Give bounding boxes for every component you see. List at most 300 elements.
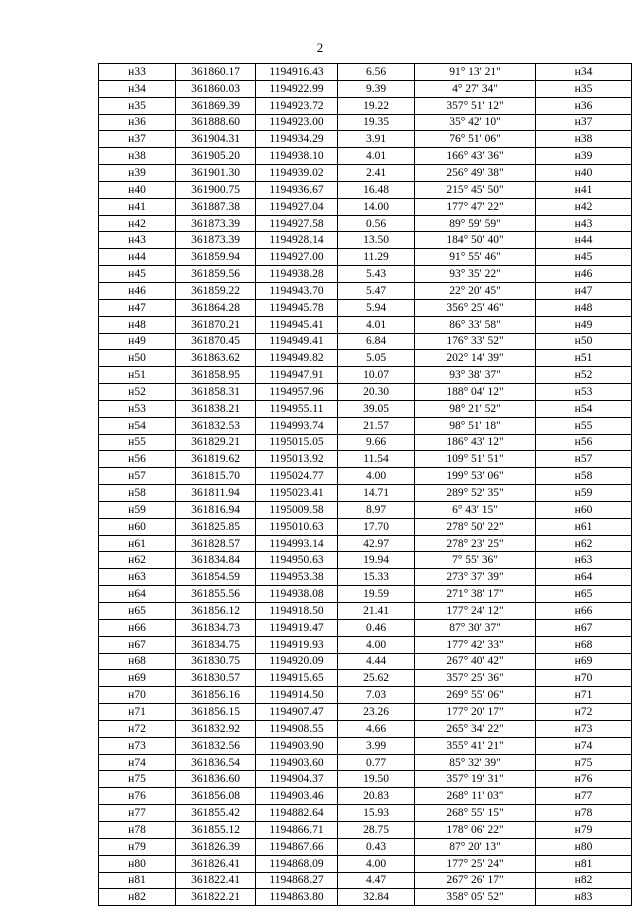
x-coordinate-cell: 361860.17 [176,64,256,81]
y-coordinate-cell: 1194863.80 [256,889,338,906]
x-coordinate-cell: 361905.20 [176,148,256,165]
y-coordinate-cell: 1194927.04 [256,198,338,215]
point-to-cell: н56 [536,434,632,451]
point-from-cell: н73 [99,737,176,754]
x-coordinate-cell: 361829.21 [176,434,256,451]
table-row [99,720,632,737]
distance-cell: 5.94 [338,299,415,316]
x-coordinate-cell: 361830.57 [176,670,256,687]
point-to-cell: н57 [536,451,632,468]
distance-cell: 42.97 [338,535,415,552]
x-coordinate-cell: 361900.75 [176,181,256,198]
point-to-cell: н40 [536,165,632,182]
bearing-cell: 91° 13' 21" [415,64,536,81]
distance-cell: 4.44 [338,653,415,670]
y-coordinate-cell: 1194920.09 [256,653,338,670]
y-coordinate-cell: 1194922.99 [256,80,338,97]
y-coordinate-cell: 1194957.96 [256,384,338,401]
point-to-cell: н73 [536,720,632,737]
table-row [99,653,632,670]
bearing-cell: 87° 20' 13" [415,838,536,855]
distance-cell: 13.50 [338,232,415,249]
table-row [99,232,632,249]
page-number: 2 [316,40,324,55]
point-to-cell: н72 [536,704,632,721]
coordinates-table-body [99,64,632,906]
point-from-cell: н44 [99,249,176,266]
bearing-cell: 271° 38' 17" [415,586,536,603]
table-row [99,636,632,653]
table-row [99,687,632,704]
point-from-cell: н70 [99,687,176,704]
y-coordinate-cell: 1194947.91 [256,367,338,384]
bearing-cell: 278° 23' 25" [415,535,536,552]
distance-cell: 6.56 [338,64,415,81]
point-from-cell: н56 [99,451,176,468]
point-to-cell: н54 [536,400,632,417]
y-coordinate-cell: 1194919.47 [256,619,338,636]
distance-cell: 19.59 [338,586,415,603]
point-to-cell: н45 [536,249,632,266]
bearing-cell: 357° 25' 36" [415,670,536,687]
x-coordinate-cell: 361901.30 [176,165,256,182]
table-row [99,771,632,788]
y-coordinate-cell: 1194915.65 [256,670,338,687]
y-coordinate-cell: 1194866.71 [256,821,338,838]
distance-cell: 7.03 [338,687,415,704]
bearing-cell: 85° 32' 39" [415,754,536,771]
point-to-cell: н83 [536,889,632,906]
table-row [99,114,632,131]
y-coordinate-cell: 1194928.14 [256,232,338,249]
x-coordinate-cell: 361856.12 [176,603,256,620]
bearing-cell: 269° 55' 06" [415,687,536,704]
point-from-cell: н45 [99,266,176,283]
distance-cell: 3.91 [338,131,415,148]
bearing-cell: 178° 06' 22" [415,821,536,838]
point-from-cell: н40 [99,181,176,198]
table-row [99,198,632,215]
table-row [99,64,632,81]
table-row [99,80,632,97]
point-from-cell: н59 [99,501,176,518]
x-coordinate-cell: 361832.53 [176,417,256,434]
x-coordinate-cell: 361832.92 [176,720,256,737]
distance-cell: 5.43 [338,266,415,283]
x-coordinate-cell: 361855.12 [176,821,256,838]
distance-cell: 19.35 [338,114,415,131]
point-from-cell: н63 [99,569,176,586]
point-to-cell: н76 [536,771,632,788]
bearing-cell: 166° 43' 36" [415,148,536,165]
y-coordinate-cell: 1194938.28 [256,266,338,283]
x-coordinate-cell: 361834.73 [176,619,256,636]
point-from-cell: н78 [99,821,176,838]
x-coordinate-cell: 361863.62 [176,350,256,367]
point-from-cell: н36 [99,114,176,131]
y-coordinate-cell: 1194923.00 [256,114,338,131]
bearing-cell: 355° 41' 21" [415,737,536,754]
bearing-cell: 268° 11' 03" [415,788,536,805]
y-coordinate-cell: 1194903.60 [256,754,338,771]
point-from-cell: н58 [99,485,176,502]
point-to-cell: н37 [536,114,632,131]
table-row [99,249,632,266]
point-from-cell: н51 [99,367,176,384]
distance-cell: 5.05 [338,350,415,367]
y-coordinate-cell: 1194993.14 [256,535,338,552]
table-row [99,889,632,906]
y-coordinate-cell: 1194918.50 [256,603,338,620]
bearing-cell: 268° 55' 15" [415,805,536,822]
point-to-cell: н49 [536,316,632,333]
point-from-cell: н35 [99,97,176,114]
point-to-cell: н71 [536,687,632,704]
table-row [99,181,632,198]
x-coordinate-cell: 361888.60 [176,114,256,131]
point-to-cell: н38 [536,131,632,148]
bearing-cell: 35° 42' 10" [415,114,536,131]
x-coordinate-cell: 361834.84 [176,552,256,569]
y-coordinate-cell: 1194938.08 [256,586,338,603]
table-row [99,165,632,182]
point-from-cell: н57 [99,468,176,485]
point-from-cell: н61 [99,535,176,552]
bearing-cell: 186° 43' 12" [415,434,536,451]
table-row [99,518,632,535]
table-row [99,316,632,333]
table-row [99,754,632,771]
point-from-cell: н76 [99,788,176,805]
point-from-cell: н69 [99,670,176,687]
table-row [99,97,632,114]
distance-cell: 4.47 [338,872,415,889]
x-coordinate-cell: 361815.70 [176,468,256,485]
table-row [99,821,632,838]
y-coordinate-cell: 1195013.92 [256,451,338,468]
table-row [99,282,632,299]
bearing-cell: 215° 45' 50" [415,181,536,198]
distance-cell: 4.01 [338,316,415,333]
x-coordinate-cell: 361822.41 [176,872,256,889]
table-row [99,704,632,721]
y-coordinate-cell: 1194949.82 [256,350,338,367]
table-row [99,552,632,569]
bearing-cell: 86° 33' 58" [415,316,536,333]
y-coordinate-cell: 1195015.05 [256,434,338,451]
table-row [99,215,632,232]
x-coordinate-cell: 361826.41 [176,855,256,872]
bearing-cell: 6° 43' 15" [415,501,536,518]
table-row [99,838,632,855]
point-from-cell: н50 [99,350,176,367]
bearing-cell: 89° 59' 59" [415,215,536,232]
distance-cell: 28.75 [338,821,415,838]
y-coordinate-cell: 1195009.58 [256,501,338,518]
x-coordinate-cell: 361873.39 [176,215,256,232]
table-row [99,603,632,620]
bearing-cell: 7° 55' 36" [415,552,536,569]
point-to-cell: н66 [536,603,632,620]
distance-cell: 20.30 [338,384,415,401]
table-row [99,485,632,502]
x-coordinate-cell: 361859.56 [176,266,256,283]
point-to-cell: н36 [536,97,632,114]
x-coordinate-cell: 361830.75 [176,653,256,670]
point-to-cell: н41 [536,181,632,198]
distance-cell: 3.99 [338,737,415,754]
point-to-cell: н39 [536,148,632,165]
bearing-cell: 176° 33' 52" [415,333,536,350]
y-coordinate-cell: 1194904.37 [256,771,338,788]
point-to-cell: н62 [536,535,632,552]
bearing-cell: 358° 05' 52" [415,889,536,906]
distance-cell: 19.50 [338,771,415,788]
point-to-cell: н58 [536,468,632,485]
point-to-cell: н82 [536,872,632,889]
point-from-cell: н77 [99,805,176,822]
point-to-cell: н69 [536,653,632,670]
distance-cell: 9.39 [338,80,415,97]
bearing-cell: 177° 47' 22" [415,198,536,215]
point-to-cell: н65 [536,586,632,603]
x-coordinate-cell: 361870.21 [176,316,256,333]
x-coordinate-cell: 361873.39 [176,232,256,249]
point-to-cell: н64 [536,569,632,586]
table-row [99,855,632,872]
bearing-cell: 278° 50' 22" [415,518,536,535]
distance-cell: 4.00 [338,636,415,653]
table-row [99,266,632,283]
point-to-cell: н75 [536,754,632,771]
x-coordinate-cell: 361855.42 [176,805,256,822]
table-row [99,148,632,165]
table-row [99,333,632,350]
distance-cell: 6.84 [338,333,415,350]
point-to-cell: н48 [536,299,632,316]
x-coordinate-cell: 361864.28 [176,299,256,316]
point-from-cell: н37 [99,131,176,148]
table-row [99,350,632,367]
point-from-cell: н74 [99,754,176,771]
point-from-cell: н43 [99,232,176,249]
distance-cell: 0.46 [338,619,415,636]
y-coordinate-cell: 1194934.29 [256,131,338,148]
x-coordinate-cell: 361822.21 [176,889,256,906]
bearing-cell: 93° 35' 22" [415,266,536,283]
point-from-cell: н66 [99,619,176,636]
distance-cell: 15.93 [338,805,415,822]
y-coordinate-cell: 1195010.63 [256,518,338,535]
bearing-cell: 356° 25' 46" [415,299,536,316]
x-coordinate-cell: 361887.38 [176,198,256,215]
x-coordinate-cell: 361856.16 [176,687,256,704]
distance-cell: 4.00 [338,468,415,485]
x-coordinate-cell: 361869.39 [176,97,256,114]
bearing-cell: 267° 26' 17" [415,872,536,889]
y-coordinate-cell: 1194945.41 [256,316,338,333]
point-to-cell: н35 [536,80,632,97]
point-to-cell: н51 [536,350,632,367]
y-coordinate-cell: 1194943.70 [256,282,338,299]
point-to-cell: н42 [536,198,632,215]
bearing-cell: 289° 52' 35" [415,485,536,502]
table-row [99,619,632,636]
y-coordinate-cell: 1194939.02 [256,165,338,182]
bearing-cell: 177° 42' 33" [415,636,536,653]
y-coordinate-cell: 1194927.58 [256,215,338,232]
distance-cell: 14.71 [338,485,415,502]
y-coordinate-cell: 1194908.55 [256,720,338,737]
bearing-cell: 202° 14' 39" [415,350,536,367]
point-to-cell: н68 [536,636,632,653]
point-to-cell: н60 [536,501,632,518]
bearing-cell: 256° 49' 38" [415,165,536,182]
bearing-cell: 177° 25' 24" [415,855,536,872]
distance-cell: 23.26 [338,704,415,721]
point-from-cell: н81 [99,872,176,889]
distance-cell: 21.41 [338,603,415,620]
distance-cell: 11.54 [338,451,415,468]
y-coordinate-cell: 1194903.90 [256,737,338,754]
table-row [99,451,632,468]
x-coordinate-cell: 361856.08 [176,788,256,805]
distance-cell: 11.29 [338,249,415,266]
y-coordinate-cell: 1194868.27 [256,872,338,889]
y-coordinate-cell: 1194882.64 [256,805,338,822]
point-from-cell: н47 [99,299,176,316]
point-from-cell: н38 [99,148,176,165]
distance-cell: 0.43 [338,838,415,855]
point-from-cell: н82 [99,889,176,906]
distance-cell: 4.00 [338,855,415,872]
point-to-cell: н50 [536,333,632,350]
coordinates-table [98,63,632,906]
point-to-cell: н81 [536,855,632,872]
x-coordinate-cell: 361858.31 [176,384,256,401]
table-row [99,872,632,889]
point-from-cell: н34 [99,80,176,97]
point-from-cell: н68 [99,653,176,670]
distance-cell: 8.97 [338,501,415,518]
bearing-cell: 273° 37' 39" [415,569,536,586]
x-coordinate-cell: 361859.22 [176,282,256,299]
distance-cell: 19.22 [338,97,415,114]
x-coordinate-cell: 361819.62 [176,451,256,468]
y-coordinate-cell: 1194907.47 [256,704,338,721]
distance-cell: 14.00 [338,198,415,215]
point-to-cell: н79 [536,821,632,838]
y-coordinate-cell: 1194955.11 [256,400,338,417]
x-coordinate-cell: 361826.39 [176,838,256,855]
x-coordinate-cell: 361856.15 [176,704,256,721]
distance-cell: 4.01 [338,148,415,165]
y-coordinate-cell: 1194953.38 [256,569,338,586]
distance-cell: 5.47 [338,282,415,299]
bearing-cell: 265° 34' 22" [415,720,536,737]
point-to-cell: н34 [536,64,632,81]
table-row [99,384,632,401]
distance-cell: 19.94 [338,552,415,569]
table-row [99,131,632,148]
point-from-cell: н62 [99,552,176,569]
point-to-cell: н46 [536,266,632,283]
point-from-cell: н42 [99,215,176,232]
y-coordinate-cell: 1194993.74 [256,417,338,434]
y-coordinate-cell: 1194916.43 [256,64,338,81]
point-to-cell: н55 [536,417,632,434]
distance-cell: 16.48 [338,181,415,198]
point-to-cell: н77 [536,788,632,805]
point-to-cell: н59 [536,485,632,502]
distance-cell: 2.41 [338,165,415,182]
y-coordinate-cell: 1194919.93 [256,636,338,653]
point-to-cell: н80 [536,838,632,855]
bearing-cell: 177° 20' 17" [415,704,536,721]
table-row [99,586,632,603]
point-to-cell: н53 [536,384,632,401]
point-from-cell: н71 [99,704,176,721]
x-coordinate-cell: 361870.45 [176,333,256,350]
bearing-cell: 87° 30' 37" [415,619,536,636]
point-from-cell: н46 [99,282,176,299]
distance-cell: 4.66 [338,720,415,737]
point-from-cell: н65 [99,603,176,620]
x-coordinate-cell: 361816.94 [176,501,256,518]
bearing-cell: 22° 20' 45" [415,282,536,299]
point-from-cell: н55 [99,434,176,451]
y-coordinate-cell: 1194923.72 [256,97,338,114]
point-from-cell: н41 [99,198,176,215]
bearing-cell: 4° 27' 34" [415,80,536,97]
table-row [99,299,632,316]
point-from-cell: н60 [99,518,176,535]
point-from-cell: н49 [99,333,176,350]
point-from-cell: н72 [99,720,176,737]
bearing-cell: 76° 51' 06" [415,131,536,148]
y-coordinate-cell: 1194867.66 [256,838,338,855]
distance-cell: 17.70 [338,518,415,535]
x-coordinate-cell: 361825.85 [176,518,256,535]
x-coordinate-cell: 361834.75 [176,636,256,653]
distance-cell: 39.05 [338,400,415,417]
point-to-cell: н43 [536,215,632,232]
distance-cell: 10.07 [338,367,415,384]
y-coordinate-cell: 1195024.77 [256,468,338,485]
point-to-cell: н78 [536,805,632,822]
bearing-cell: 93° 38' 37" [415,367,536,384]
point-from-cell: н33 [99,64,176,81]
x-coordinate-cell: 361859.94 [176,249,256,266]
y-coordinate-cell: 1194950.63 [256,552,338,569]
bearing-cell: 177° 24' 12" [415,603,536,620]
point-to-cell: н63 [536,552,632,569]
table-row [99,535,632,552]
point-from-cell: н54 [99,417,176,434]
point-from-cell: н52 [99,384,176,401]
y-coordinate-cell: 1195023.41 [256,485,338,502]
x-coordinate-cell: 361854.59 [176,569,256,586]
point-from-cell: н64 [99,586,176,603]
distance-cell: 15.33 [338,569,415,586]
bearing-cell: 357° 19' 31" [415,771,536,788]
table-row [99,367,632,384]
point-from-cell: н48 [99,316,176,333]
bearing-cell: 91° 55' 46" [415,249,536,266]
bearing-cell: 199° 53' 06" [415,468,536,485]
point-to-cell: н52 [536,367,632,384]
point-to-cell: н47 [536,282,632,299]
